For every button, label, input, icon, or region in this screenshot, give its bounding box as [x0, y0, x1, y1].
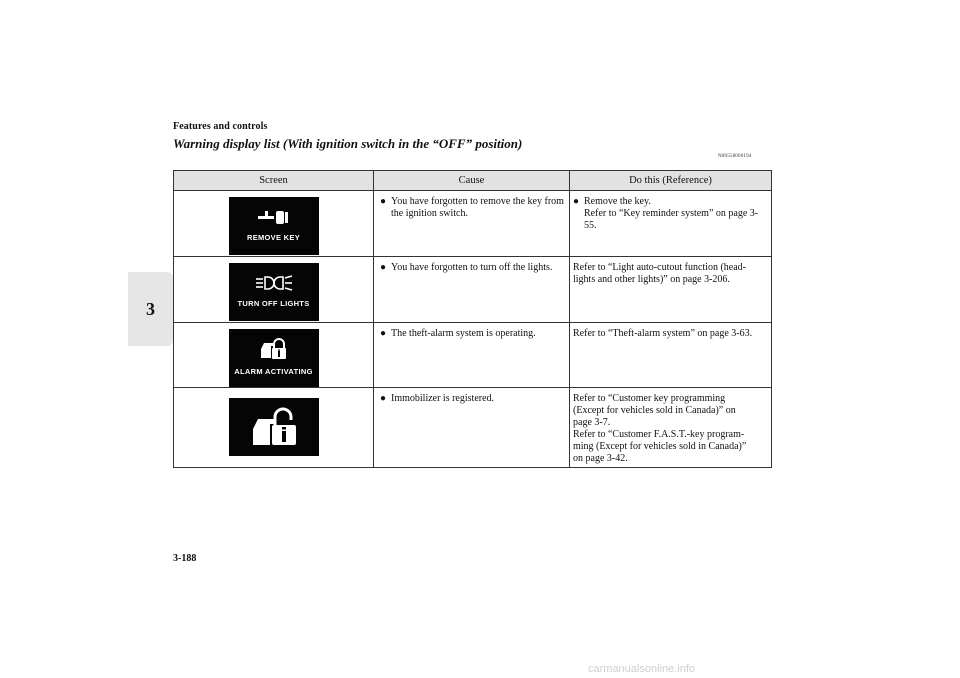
screen-cell: [174, 257, 374, 323]
chapter-tab: 3: [128, 272, 173, 346]
cause-cell: [374, 323, 570, 388]
cause-text: Immobilizer is registered.: [391, 393, 495, 404]
section-header: Features and controls: [173, 121, 268, 132]
action-text: Refer to “Theft-alarm system” on page 3-63.: [573, 328, 753, 339]
table-row: [174, 257, 772, 323]
bullet: ●: [573, 196, 580, 207]
screen-cell: [174, 323, 374, 388]
action-text: Refer to “Customer key programming (Except for vehicles sold in Canada)” on page 3-7. Refer to “Customer F.A.S.T.-key program- ming (Except for vehicles sold in Canada)” on page 3-42.: [573, 393, 747, 464]
table-row: [174, 388, 772, 468]
cause-cell: [374, 191, 570, 257]
bullet: ●: [380, 196, 387, 207]
table-row: [174, 323, 772, 388]
key-icon: [256, 208, 292, 226]
screen-cell: [174, 388, 374, 468]
cause-cell: [374, 388, 570, 468]
table-header-row: [174, 171, 772, 191]
display-screen-alarm-activating: [229, 329, 319, 387]
screen-label: TURN OFF LIGHTS: [237, 299, 310, 308]
action-text: Remove the key. Refer to “Key reminder system” on page 3-55.: [584, 196, 759, 231]
action-cell: [570, 323, 772, 388]
action-cell: [570, 388, 772, 468]
column-header-action: Do this (Reference): [570, 171, 772, 191]
bullet: ●: [380, 262, 387, 273]
watermark[interactable]: carmanualsonline.info: [588, 663, 696, 675]
action-text: Refer to “Light auto-cutout function (head- lights and other lights)” on page 3-206.: [573, 262, 746, 285]
cause-text: You have forgotten to remove the key from the ignition switch.: [391, 196, 564, 219]
column-header-cause: Cause: [374, 171, 570, 191]
cause-text: You have forgotten to turn off the lights.: [391, 262, 553, 273]
page-number: 3-188: [173, 553, 197, 564]
screen-cell: [174, 191, 374, 257]
headlights-icon: [254, 274, 294, 292]
action-cell: [570, 191, 772, 257]
cause-cell: [374, 257, 570, 323]
screen-label: REMOVE KEY: [246, 233, 300, 242]
display-screen-remove-key: [229, 197, 319, 255]
column-header-screen: Screen: [174, 171, 374, 191]
page-title: Warning display list (With ignition switch in the “OFF” position): [173, 136, 523, 151]
display-screen-turn-off-lights: [229, 263, 319, 321]
car-lock-icon: [259, 338, 289, 360]
cause-text: The theft-alarm system is operating.: [391, 328, 536, 339]
table-row: [174, 191, 772, 257]
document-code: N00558000194: [718, 154, 752, 159]
bullet: ●: [380, 328, 387, 339]
screen-label: ALARM ACTIVATING: [234, 367, 313, 376]
action-cell: [570, 257, 772, 323]
bullet: ●: [380, 393, 387, 404]
display-screen-immobilizer: [229, 398, 319, 456]
car-padlock-icon: [250, 407, 298, 447]
warning-display-table: [173, 170, 772, 468]
